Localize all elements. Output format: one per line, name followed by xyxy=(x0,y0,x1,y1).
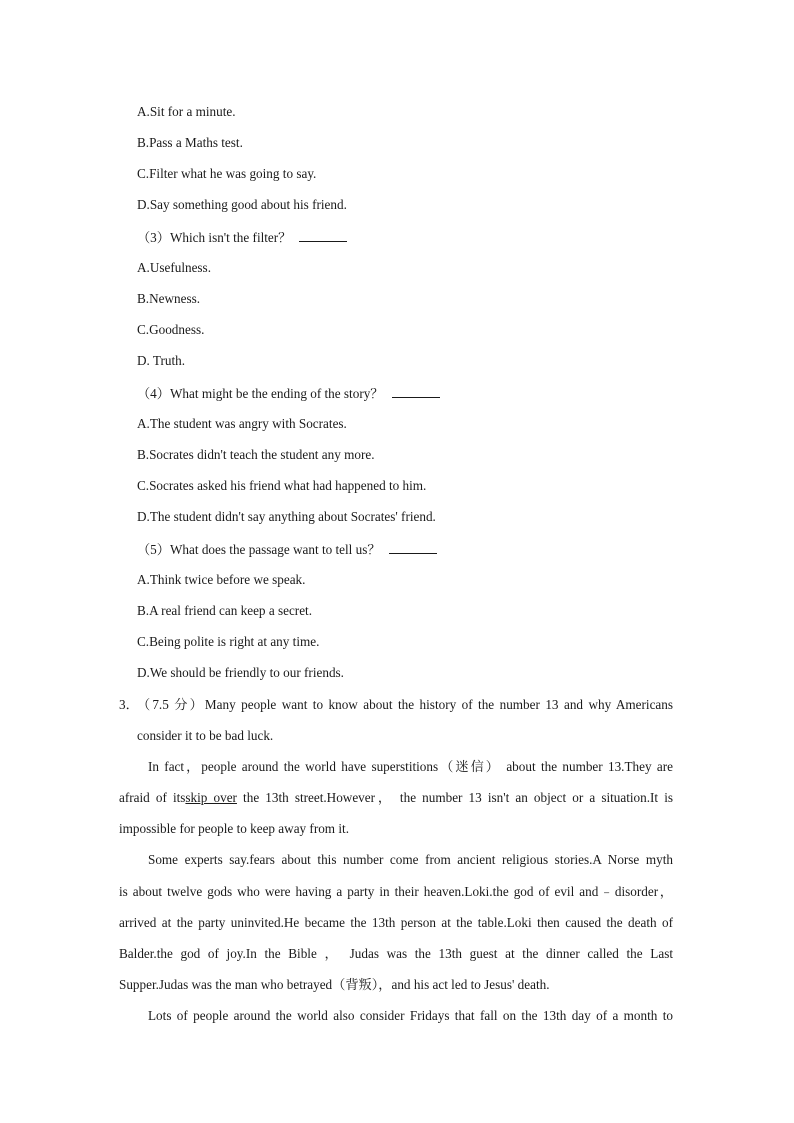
question-3-intro-line1: （7.5 分）Many people want to know about the history of the number 13 and why Americans xyxy=(137,697,673,712)
option-3b: B.Newness. xyxy=(137,291,201,306)
option-3c: C.Goodness. xyxy=(137,322,205,337)
question-3 xyxy=(137,229,347,246)
option-5d: D.We should be friendly to our friends. xyxy=(137,665,344,680)
paragraph-2-line2: is about twelve gods who were having a party in their heaven.Loki.the god of evil and﹣disorder， xyxy=(119,884,673,899)
option-5a: A.Think twice before we speak. xyxy=(137,572,306,587)
question-3-text: （3）Which isn't the filter？ xyxy=(137,230,292,245)
option-5c: C.Being polite is right at any time. xyxy=(137,634,320,649)
option-2b: B.Pass a Maths test. xyxy=(137,135,243,150)
option-2d: D.Say something good about his friend. xyxy=(137,197,347,212)
option-5b: B.A real friend can keep a secret. xyxy=(137,603,313,618)
underlined-phrase: skip over xyxy=(185,790,237,805)
paragraph-1-line2: afraid of itsskip over the 13th street.However， the number 13 isn't an object or a situation.It is xyxy=(119,790,673,805)
question-3-intro-line2: consider it to be bad luck. xyxy=(137,728,274,743)
option-3d: D. Truth. xyxy=(137,353,186,368)
option-2a: A.Sit for a minute. xyxy=(137,104,236,119)
option-4a: A.The student was angry with Socrates. xyxy=(137,416,347,431)
answer-blank[interactable] xyxy=(299,229,347,242)
option-3a: A.Usefulness. xyxy=(137,260,211,275)
option-2c: C.Filter what he was going to say. xyxy=(137,166,317,181)
paragraph-3-line1: Lots of people around the world also consider Fridays that fall on the 13th day of a month to xyxy=(148,1008,673,1023)
paragraph-2-line3: arrived at the party uninvited.He became the 13th person at the table.Loki then caused the death of xyxy=(119,915,673,930)
answer-blank[interactable] xyxy=(392,385,440,398)
question-4 xyxy=(137,385,440,402)
question-number: 3． xyxy=(119,697,139,712)
question-4-text: （4）What might be the ending of the story？ xyxy=(137,386,384,401)
paragraph-2-line1: Some experts say.fears about this number come from ancient religious stories.A Norse myth xyxy=(148,852,673,867)
paragraph-2-line5: Supper.Judas was the man who betrayed（背叛），and his act led to Jesus' death. xyxy=(119,977,550,992)
paragraph-1-line1: In fact，people around the world have superstitions（迷信） about the number 13.They are xyxy=(148,759,673,774)
paragraph-2-line4: Balder.the god of joy.In the Bible ， Judas was the 13th guest at the dinner called the Last xyxy=(119,946,673,961)
option-4b: B.Socrates didn't teach the student any more. xyxy=(137,447,375,462)
question-5 xyxy=(137,541,437,558)
answer-blank[interactable] xyxy=(389,541,437,554)
question-5-text: （5）What does the passage want to tell us？ xyxy=(137,542,381,557)
option-4d: D.The student didn't say anything about Socrates' friend. xyxy=(137,509,436,524)
paragraph-1-line3: impossible for people to keep away from it. xyxy=(119,821,349,836)
option-4c: C.Socrates asked his friend what had happened to him. xyxy=(137,478,427,493)
